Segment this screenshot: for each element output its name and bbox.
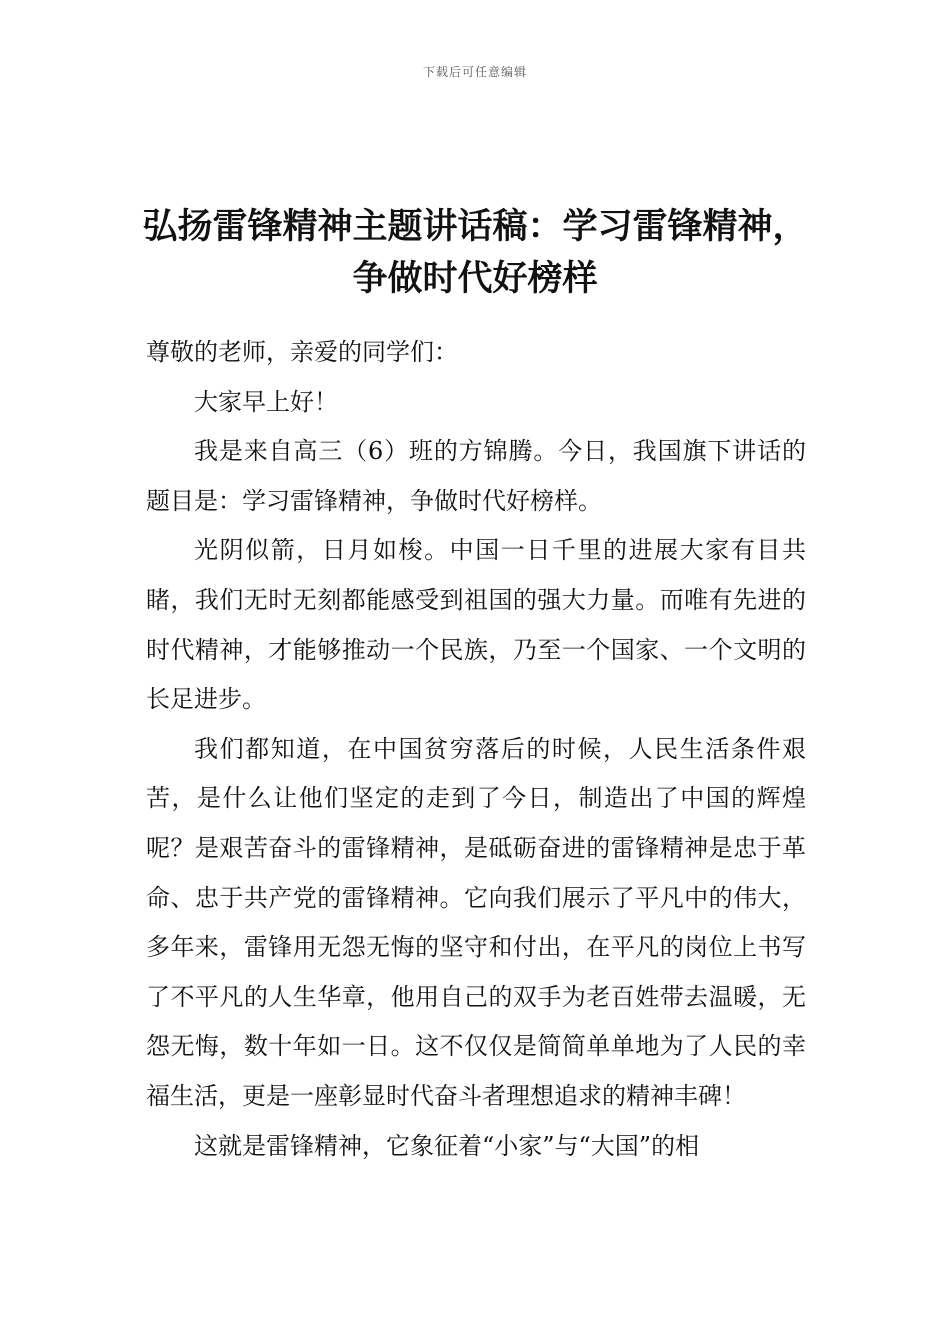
document-body	[146, 328, 806, 1171]
paragraph-3: 光阴似箭，日月如梭。中国一日千里的进展大家有目共睹，我们无时无刻都能感受到祖国的强大力量。而唯有先进的时代精神，才能够推动一个民族，乃至一个国家、一个文明的长足进步。	[146, 536, 806, 714]
greeting-paragraph: 尊敬的老师，亲爱的同学们：	[146, 338, 458, 366]
paragraph-5: 这就是雷锋精神，它象征着“小家”与“大国”的相	[194, 1131, 700, 1160]
header-note: 下载后可任意编辑	[422, 65, 527, 79]
paragraph-4: 我们都知道，在中国贫穷落后的时候，人民生活条件艰苦，是什么让他们坚定的走到了今日，制造出了中国的辉煌呢？是艰苦奋斗的雷锋精神，是砥砺奋进的雷锋精神是忠于革命、忠于共产党的雷锋精神。它向我们展示了平凡中的伟大，多年来，雷锋用无怨无悔的坚守和付出，在平凡的岗位上书写了不平凡的人生华章，他用自己的双手为老百姓带去温暖，无怨无悔，数十年如一日。这不仅仅是简简单单地为了人民的幸福生活，更是一座彰显时代奋斗者理想追求的精神丰碑！	[146, 734, 806, 1110]
title-line-1: 弘扬雷锋精神主题讲话稿：学习雷锋精神，	[142, 207, 808, 248]
paragraph-1: 大家早上好！	[194, 387, 338, 416]
paragraph-2: 我是来自高三（6）班的方锦腾。今日，我国旗下讲话的题目是：学习雷锋精神，争做时代好榜样。	[146, 437, 806, 515]
title-line-2: 争做时代好榜样	[352, 259, 598, 300]
document-title	[120, 201, 830, 305]
